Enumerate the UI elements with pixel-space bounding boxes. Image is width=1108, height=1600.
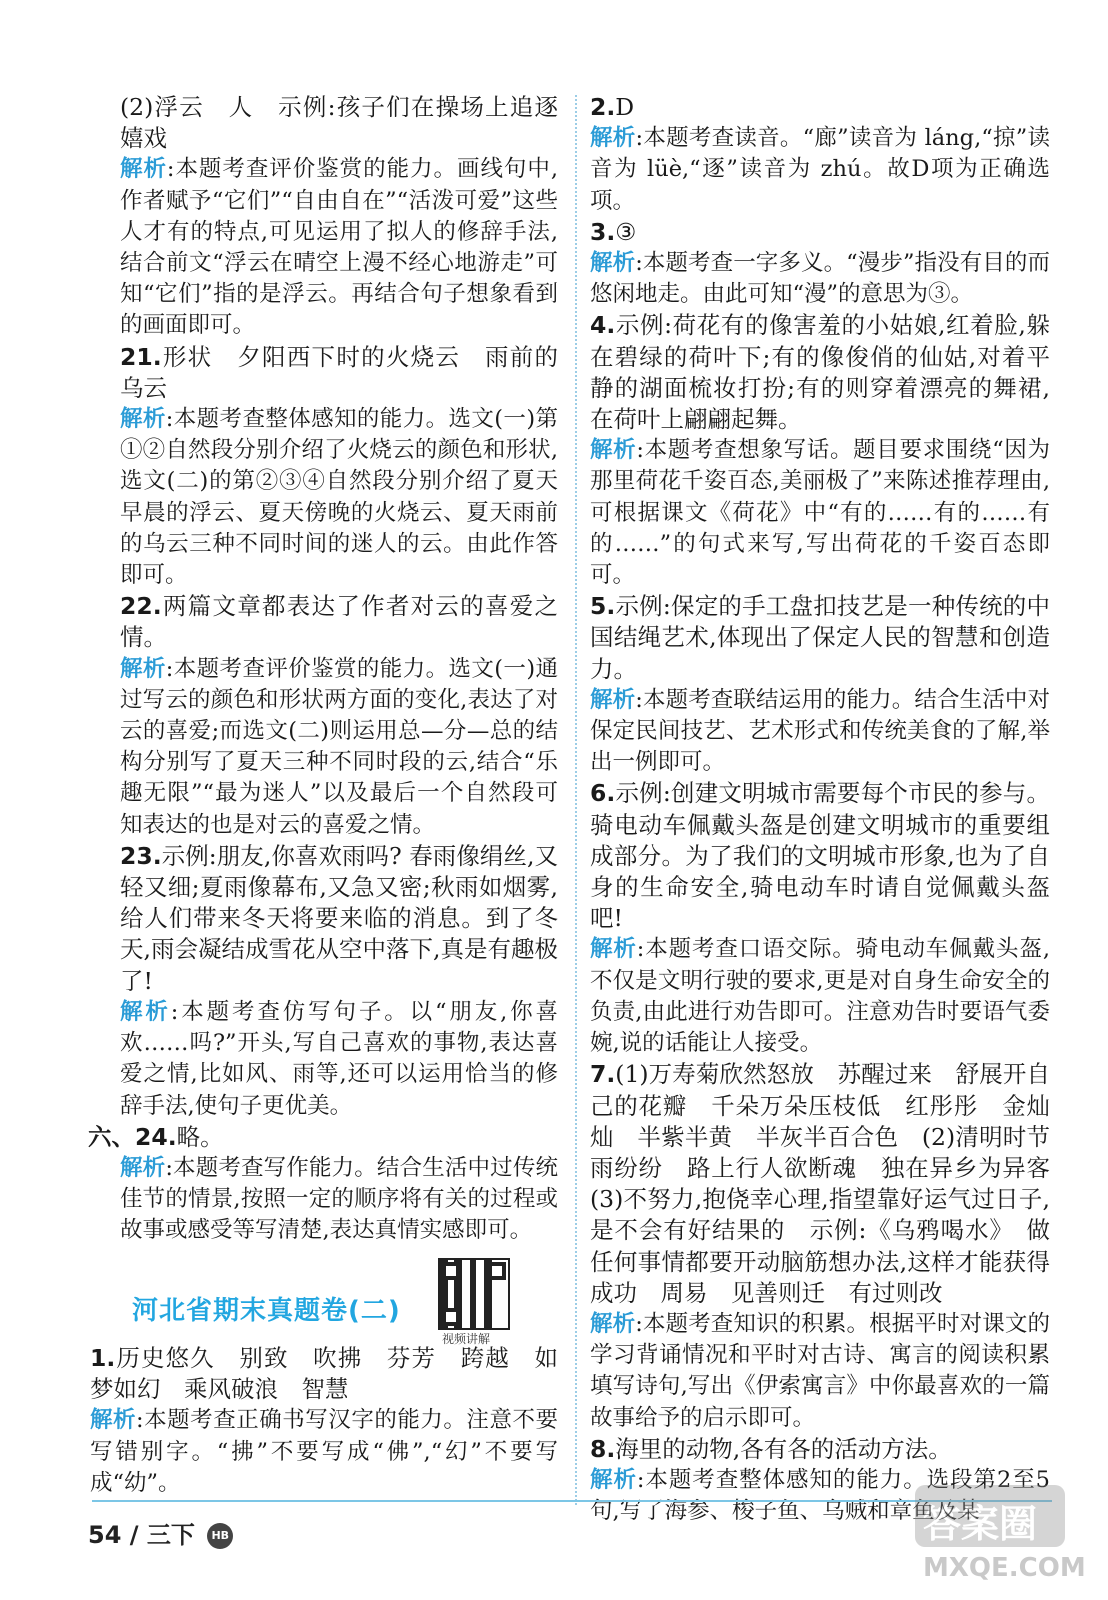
analysis-label: 解析: [590, 250, 636, 277]
q2-answer: [590, 92, 1050, 123]
question-number: 6.: [590, 779, 616, 808]
q23-answer: [120, 841, 558, 997]
q23-analysis: [120, 997, 558, 1122]
q21-analysis: [120, 404, 558, 591]
answer-text: 示例:朋友,你喜欢雨吗? 春雨像绢丝,又轻又细;夏雨像幕布,又急又密;秋雨如烟雾,给人们带来冬天将要来临的消息。到了冬天,雨会凝结成雪花从空中落下,真是有趣极了!: [120, 841, 558, 995]
s2-q1-answer: [90, 1343, 558, 1405]
answer-text: (1)万寿菊欣然怒放 苏醒过来 舒展开自己的花瓣 千朵万朵压枝低 红彤彤 金灿灿 半紫半黄 半灰半百合色 (2)清明时节雨纷纷 路上行人欲断魂 独在异乡为异客 (3)不努力,抱侥幸心理,指望靠好运气过日子,是不会有好结果的 示例:《乌鸦喝水》 做任何事情都要开动脑筋想办法,这样才能获得成功 周易 见善则迁 有过则改: [590, 1060, 1074, 1307]
question-number: 24.: [135, 1122, 177, 1151]
q3-answer: [590, 217, 1050, 248]
qr-finder: [442, 1262, 460, 1280]
answer-text: 历史悠久 别致 吹拂 芬芳 跨越 如梦如幻 乘风破浪 智慧: [90, 1344, 558, 1404]
qr-code-icon[interactable]: [438, 1258, 510, 1330]
left-column: [88, 92, 558, 1247]
analysis-text: :本题考查写作能力。结合生活中过传统佳节的情景,按照一定的顺序将有关的过程或故事或感受等写清楚,表达真情实感即可。: [120, 1154, 558, 1244]
q24-analysis: [120, 1153, 558, 1247]
analysis-label: 解析: [590, 1466, 637, 1493]
analysis-label: 解析: [590, 686, 636, 713]
q3-analysis: [590, 248, 1050, 310]
question-number: 5.: [590, 592, 616, 621]
question-number: 22.: [120, 592, 162, 621]
question-number: 8.: [590, 1434, 616, 1463]
analysis-text: :本题考查评价鉴赏的能力。选文(一)通过写云的颜色和形状两方面的变化,表达了对云的喜爱;而选文(二)则运用总—分—总的结构分别写了夏天三种不同时段的云,结合“乐趣无限”“最为迷人”以及最后一个自然段可知表达的也是对云的喜爱之情。: [120, 655, 558, 838]
right-column: [590, 92, 1074, 1527]
section-prefix: 六、: [88, 1122, 135, 1151]
q21-answer: [120, 342, 558, 404]
analysis-label: 解析: [120, 1154, 166, 1181]
watermark: [915, 1485, 1086, 1590]
footer-separator: /: [129, 1521, 139, 1549]
qr-finder: [442, 1308, 460, 1326]
analysis-label: 解析: [120, 406, 166, 433]
q5-analysis: [590, 685, 1050, 779]
question-number: 3.: [590, 217, 616, 246]
question-number: 21.: [120, 342, 162, 371]
left-column-bottom: [90, 1343, 558, 1499]
qr-label: 视频讲解: [442, 1332, 491, 1346]
analysis-text: :本题考查联结运用的能力。结合生活中对保定民间技艺、艺术形式和传统美食的了解,举出一例即可。: [590, 686, 1050, 776]
analysis-label: 解析: [590, 1310, 636, 1337]
analysis-text: :本题考查正确书写汉字的能力。注意不要写错别字。“拂”不要写成“佛”,“幻”不要写成“幼”。: [90, 1407, 558, 1496]
q22-answer: [120, 591, 558, 653]
question-number: 23.: [120, 841, 162, 870]
analysis-text: :本题考查仿写句子。以“朋友,你喜欢……吗?”开头,写自己喜欢的事物,表达喜爱之情,比如风、雨等,还可以运用恰当的修辞手法,使句子更优美。: [120, 998, 558, 1119]
answer-text: 示例:保定的手工盘扣技艺是一种传统的中国结绳艺术,体现出了保定人民的智慧和创造力。: [590, 592, 1050, 683]
analysis-label: 解析: [120, 998, 171, 1025]
q6-analysis: [590, 934, 1050, 1059]
q8-answer: [590, 1434, 1050, 1465]
q7-answer: [590, 1059, 1074, 1309]
grade-label: 三下: [146, 1521, 195, 1549]
analysis-label: 解析: [590, 125, 636, 152]
answer-text: 略。: [176, 1122, 224, 1151]
answer-text: 示例:创建文明城市需要每个市民的参与。骑电动车佩戴头盔是创建文明城市的重要组成部分。为了我们的文明城市形象,也为了自身的生命安全,骑电动车时请自觉佩戴头盔吧!: [590, 779, 1050, 933]
q22-analysis: [120, 654, 558, 841]
section-title: 河北省期末真题卷(二): [132, 1296, 401, 1326]
analysis-label: 解析: [590, 936, 637, 963]
page-number: 54: [88, 1521, 122, 1549]
answer-text: 两篇文章都表达了作者对云的喜爱之情。: [120, 592, 558, 652]
edition-badge-icon: HB: [207, 1523, 233, 1549]
analysis-label: 解析: [90, 1407, 137, 1434]
column-divider: [575, 95, 577, 1505]
q4-answer: [590, 310, 1050, 435]
analysis-label: 解析: [120, 655, 166, 682]
analysis-text: :本题考查想象写话。题目要求围绕“因为那里荷花千姿百态,美丽极了”来陈述推荐理由,可根据课文《荷花》中“有的……有的……有的……”的句式来写,写出荷花的千姿百态即可。: [590, 437, 1050, 589]
answer-text: D: [615, 93, 635, 121]
analysis-text: :本题考查一字多义。“漫步”指没有目的而悠闲地走。由此可知“漫”的意思为③。: [590, 250, 1050, 308]
analysis-label: 解析: [590, 437, 637, 464]
q6-answer: [590, 778, 1050, 934]
s2-q1-analysis: [90, 1405, 558, 1499]
answer-text: 海里的动物,各有各的活动方法。: [615, 1434, 952, 1463]
answer-text: ③: [615, 217, 637, 246]
analysis-text: :本题考查评价鉴赏的能力。画线句中,作者赋予“它们”“自由自在”“活泼可爱”这些人才有的特点,可见运用了拟人的修辞手法,结合前文“浮云在晴空上漫不经心地游走”可知“它们”指的是浮云。再结合句子想象看到的画面即可。: [120, 156, 558, 339]
q2-analysis: [590, 123, 1050, 217]
q20-analysis: [120, 154, 558, 341]
answer-text: 示例:荷花有的像害羞的小姑娘,红着脸,躲在碧绿的荷叶下;有的像俊俏的仙姑,对着平静的湖面梳妆打扮;有的则穿着漂亮的舞裙,在荷叶上翩翩起舞。: [590, 311, 1050, 434]
page-footer: [88, 1515, 233, 1550]
question-number: 7.: [590, 1060, 616, 1089]
question-number: 2.: [590, 93, 616, 121]
analysis-label: 解析: [120, 156, 167, 183]
watermark-top: 答案圈: [923, 1502, 1038, 1546]
q20-answer: (2)浮云 人 示例:孩子们在操场上追逐嬉戏: [120, 93, 558, 153]
analysis-text: :本题考查知识的积累。根据平时对课文的学习背诵情况和平时对古诗、寓言的阅读积累填写诗句,写出《伊索寓言》中你最喜欢的一篇故事给予的启示即可。: [590, 1310, 1050, 1431]
question-number: 1.: [90, 1344, 116, 1372]
q24-answer: [88, 1122, 558, 1153]
answer-text: 形状 夕阳西下时的火烧云 雨前的乌云: [120, 342, 558, 402]
analysis-text: :本题考查口语交际。骑电动车佩戴头盔,不仅是文明行驶的要求,更是对自身生命安全的负责,由此进行劝告即可。注意劝告时要语气委婉,说的话能让人接受。: [590, 936, 1050, 1057]
q4-analysis: [590, 435, 1050, 591]
analysis-text: :本题考查读音。“廊”读音为 láng,“掠”读音为 lüè,“逐”读音为 zhú。故D项为正确选项。: [590, 125, 1050, 214]
footer-rule: [92, 1500, 1052, 1502]
q7-analysis: [590, 1309, 1050, 1434]
analysis-text: :本题考查整体感知的能力。选文(一)第①②自然段分别介绍了火烧云的颜色和形状,选文(二)的第②③④自然段分别介绍了夏天早晨的浮云、夏天傍晚的火烧云、夏天雨前的乌云三种不同时间的迷人的云。由此作答即可。: [120, 406, 558, 589]
qr-finder: [488, 1262, 506, 1280]
question-number: 4.: [590, 311, 616, 340]
watermark-bottom: MXQE.COM: [923, 1553, 1086, 1583]
q5-answer: [590, 591, 1050, 685]
analysis-text: :本题考查整体感知的能力。选段第2至5句,写了海参、梭子鱼、乌贼和章鱼及某: [590, 1466, 1050, 1525]
